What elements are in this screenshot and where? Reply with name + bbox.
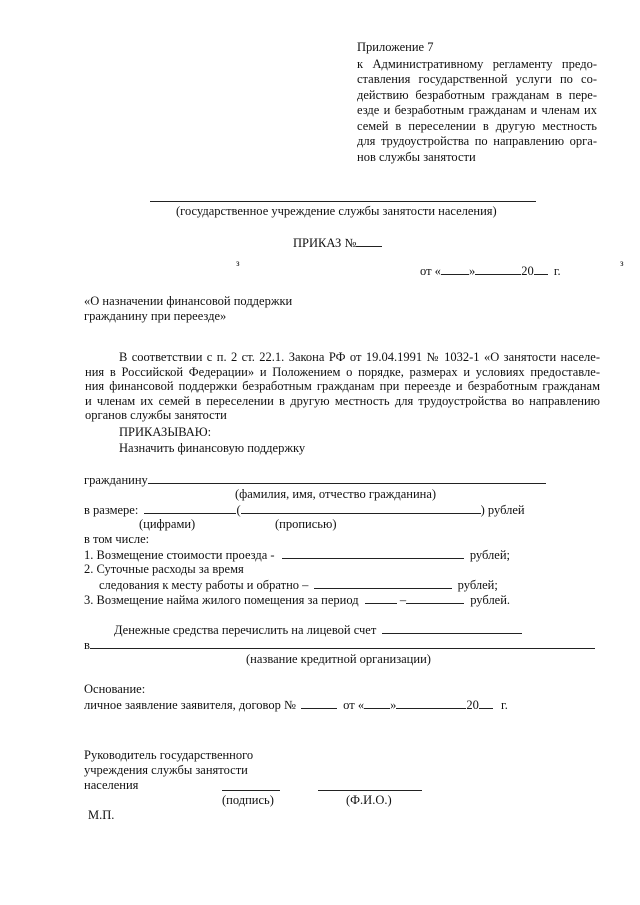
basis-day-field[interactable] — [364, 697, 390, 709]
appendix-line: для трудоустройства по направлению орга- — [357, 134, 597, 148]
order-number-field[interactable] — [356, 235, 382, 247]
appendix-line: к Административному регламенту предо- — [357, 56, 597, 71]
item-3-from-field[interactable] — [365, 592, 397, 604]
amount-close-paren: ) рублей — [480, 503, 525, 517]
signer-line3: населения — [84, 778, 139, 792]
fio-caption: (Ф.И.О.) — [346, 793, 392, 807]
item-3-dash: – — [399, 593, 407, 607]
amount-digits-field[interactable] — [144, 502, 236, 514]
stamp-place: М.П. — [88, 808, 115, 822]
assign-text: Назначить финансовую поддержку — [119, 441, 306, 455]
margin-mark: з — [620, 258, 624, 268]
fio-field-line[interactable] — [318, 790, 422, 791]
item-2-sub-text: следования к месту работы и обратно – — [99, 578, 309, 592]
basis-suffix: г. — [500, 698, 508, 712]
amount-row — [84, 502, 525, 518]
date-suffix: г. — [553, 264, 561, 278]
amount-caption-digits: (цифрами) — [139, 517, 196, 531]
basis-month-field[interactable] — [396, 697, 466, 709]
institution-field-line[interactable] — [150, 201, 536, 202]
institution-caption: (государственное учреждение службы занятости населения) — [176, 204, 497, 218]
basis-title: Основание: — [84, 682, 146, 696]
preamble-line: органов службы занятости — [85, 408, 227, 422]
date-year-field[interactable] — [534, 263, 548, 275]
date-day-field[interactable] — [441, 263, 469, 275]
appendix-line: езде и безработным гражданам и членам их — [357, 103, 597, 117]
funds-text: Денежные средства перечислить на лицевой счет — [114, 623, 377, 637]
including-label: в том числе: — [84, 532, 150, 546]
citizen-name-field[interactable] — [148, 472, 546, 484]
amount-caption-words: (прописью) — [275, 517, 337, 531]
amount-words-field[interactable] — [241, 502, 481, 514]
item-1-amount-field[interactable] — [282, 547, 464, 559]
item-3-unit: рублей. — [470, 593, 511, 607]
order-title — [293, 235, 382, 251]
citizen-caption: (фамилия, имя, отчество гражданина) — [235, 487, 437, 501]
order-subject-line2: гражданину при переезде» — [84, 309, 227, 323]
signer-line2: учреждения службы занятости — [84, 763, 248, 777]
preamble-line: и членам их семей в переселении в другую местность для трудоустройства во направлению — [85, 393, 600, 408]
basis-row — [84, 697, 508, 713]
basis-from: от « — [343, 698, 365, 712]
date-month-field[interactable] — [475, 263, 521, 275]
signature-caption: (подпись) — [222, 793, 274, 807]
item-1 — [84, 547, 510, 563]
signature-field-line[interactable] — [222, 790, 280, 791]
basis-year: 20 — [466, 698, 479, 712]
date-mid: » — [468, 264, 476, 278]
order-title-text: ПРИКАЗ № — [293, 236, 357, 250]
date-prefix: от « — [420, 264, 441, 278]
bank-row — [84, 637, 595, 653]
item-3 — [84, 592, 510, 608]
order-date — [420, 263, 561, 279]
contract-number-field[interactable] — [301, 697, 337, 709]
bank-prefix: в — [84, 638, 90, 652]
appendix-line: ставления государственной услуги по со- — [357, 72, 597, 86]
citizen-label: гражданину — [84, 473, 148, 487]
appendix-line: нов службы занятости — [357, 149, 476, 164]
basis-close-quote: » — [390, 698, 397, 712]
appendix-line: действию безработным гражданам в пере- — [357, 87, 597, 102]
amount-label: в размере: — [84, 503, 139, 517]
order-subject-line1: «О назначении финансовой поддержки — [84, 294, 293, 308]
item-2-sub — [99, 577, 498, 593]
citizen-row — [84, 472, 546, 488]
signer-line1: Руководитель государственного — [84, 748, 254, 762]
margin-mark: з — [236, 258, 240, 268]
appendix-block — [357, 40, 597, 165]
date-year: 20 — [521, 264, 534, 278]
account-field[interactable] — [382, 622, 522, 634]
basis-year-field[interactable] — [479, 697, 493, 709]
item-3-text: 3. Возмещение найма жилого помещения за период — [84, 593, 359, 607]
item-1-text: 1. Возмещение стоимости проезда - — [84, 548, 275, 562]
item-2-unit: рублей; — [457, 578, 498, 592]
preamble — [85, 350, 600, 423]
item-2-amount-field[interactable] — [314, 577, 452, 589]
funds-row — [114, 622, 522, 638]
appendix-line: семей в переселении в другую местность — [357, 118, 597, 133]
orders-word: ПРИКАЗЫВАЮ: — [119, 425, 212, 439]
item-2-text: 2. Суточные расходы за время — [84, 562, 244, 576]
preamble-line: ния в Российской Федерации» и Положением о порядке, размерах и условиях предоставле- — [85, 364, 600, 379]
basis-text: личное заявление заявителя, договор № — [84, 698, 296, 712]
amount-open-paren: ( — [236, 503, 241, 517]
bank-caption: (название кредитной организации) — [246, 652, 431, 666]
bank-name-field[interactable] — [90, 637, 595, 649]
preamble-line: В соответствии с п. 2 ст. 22.1. Закона РФ от 19.04.1991 № 1032-1 «О занятости населе- — [119, 350, 600, 364]
item-1-unit: рублей; — [469, 548, 510, 562]
preamble-line: ния финансовой поддержки безработным гражданам при переезде и безработным гражданам — [85, 379, 600, 393]
item-3-to-field[interactable] — [406, 592, 464, 604]
appendix-title: Приложение 7 — [357, 40, 434, 54]
